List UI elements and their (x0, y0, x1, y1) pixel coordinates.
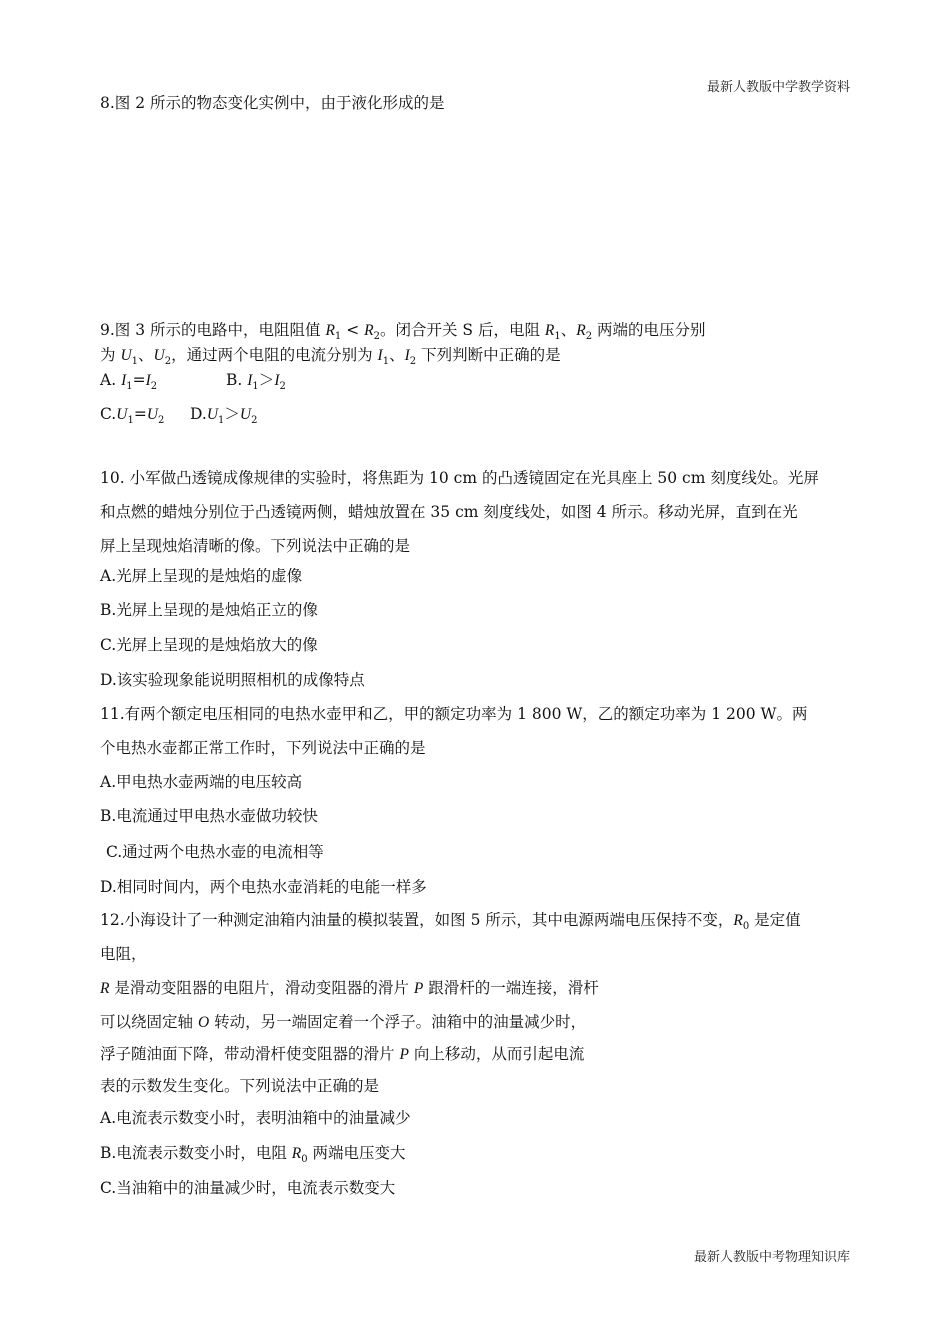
question-9-line-1: 9.图 3 所示的电路中，电阻阻值 $R_1 < R_2$。闭合开关 S 后，电阻 $R_1$、$R_2$ 两端的电压分别 (100, 321, 706, 342)
page-footer: 最新人教版中考物理知识库 (693, 1250, 850, 1265)
question-12-line-2: 电阻， (100, 945, 147, 963)
question-9-option-a: A. $I_1=I_2$ (100, 371, 158, 392)
question-11-option-c: C.通过两个电热水壶的电流相等 (106, 843, 324, 861)
question-8: 8.图 2 所示的物态变化实例中，由于液化形成的是 (100, 94, 445, 112)
question-12-line-1: 12.小海设计了一种测定油箱内油量的模拟装置，如图 5 所示，其中电源两端电压保持不变，$R_0$ 是定值 (100, 911, 801, 932)
question-12-option-c: C.当油箱中的油量减少时，电流表示数变大 (100, 1179, 396, 1197)
question-12-line-3: R 是滑动变阻器的电阻片，滑动变阻器的滑片 P 跟滑杆的一端连接，滑杆 (100, 979, 599, 997)
question-10-option-c: C.光屏上呈现的是烛焰放大的像 (100, 636, 318, 654)
question-11-option-a: A.甲电热水壶两端的电压较高 (100, 773, 303, 791)
question-12-line-6: 表的示数发生变化。下列说法中正确的是 (100, 1077, 380, 1095)
question-11-line-1: 11.有两个额定电压相同的电热水壶甲和乙，甲的额定功率为 1 800 W，乙的额定功率为 1 200 W。两 (100, 705, 808, 723)
question-12-option-a: A.电流表示数变小时，表明油箱中的油量减少 (100, 1109, 411, 1127)
question-11-option-d: D.相同时间内，两个电热水壶消耗的电能一样多 (100, 878, 427, 896)
question-12-line-5: 浮子随油面下降，带动滑杆使变阻器的滑片 P 向上移动，从而引起电流 (100, 1045, 585, 1063)
question-9-option-b: B. $I_1>I_2$ (226, 371, 286, 392)
question-9-line-2: 为 $U_1$、$U_2$，通过两个电阻的电流分别为 $I_1$、$I_2$ 下列判断中正确的是 (100, 346, 561, 367)
page-header: 最新人教版中学教学资料 (706, 80, 850, 95)
question-10-line-1: 10. 小军做凸透镜成像规律的实验时，将焦距为 10 cm 的凸透镜固定在光具座上 50 cm 刻度线处。光屏 (100, 469, 819, 487)
question-10-option-d: D.该实验现象能说明照相机的成像特点 (100, 671, 365, 689)
question-10-line-2: 和点燃的蜡烛分别位于凸透镜两侧，蜡烛放置在 35 cm 刻度线处，如图 4 所示。移动光屏，直到在光 (100, 503, 798, 521)
question-10-option-b: B.光屏上呈现的是烛焰正立的像 (100, 601, 318, 619)
question-10-line-3: 屏上呈现烛焰清晰的像。下列说法中正确的是 (100, 537, 411, 555)
question-9-option-d: $D.U_1>U_2$ (190, 405, 258, 426)
question-9-option-c: $C.U_1=U_2$ (100, 405, 165, 426)
question-11-line-2: 个电热水壶都正常工作时，下列说法中正确的是 (100, 739, 426, 757)
question-10-option-a: A.光屏上呈现的是烛焰的虚像 (100, 567, 303, 585)
question-12-line-4: 可以绕固定轴 O 转动，另一端固定着一个浮子。油箱中的油量减少时， (100, 1013, 587, 1031)
question-11-option-b: B.电流通过甲电热水壶做功较快 (100, 807, 318, 825)
question-12-option-b: B.电流表示数变小时，电阻 $R_0$ 两端电压变大 (100, 1144, 406, 1165)
